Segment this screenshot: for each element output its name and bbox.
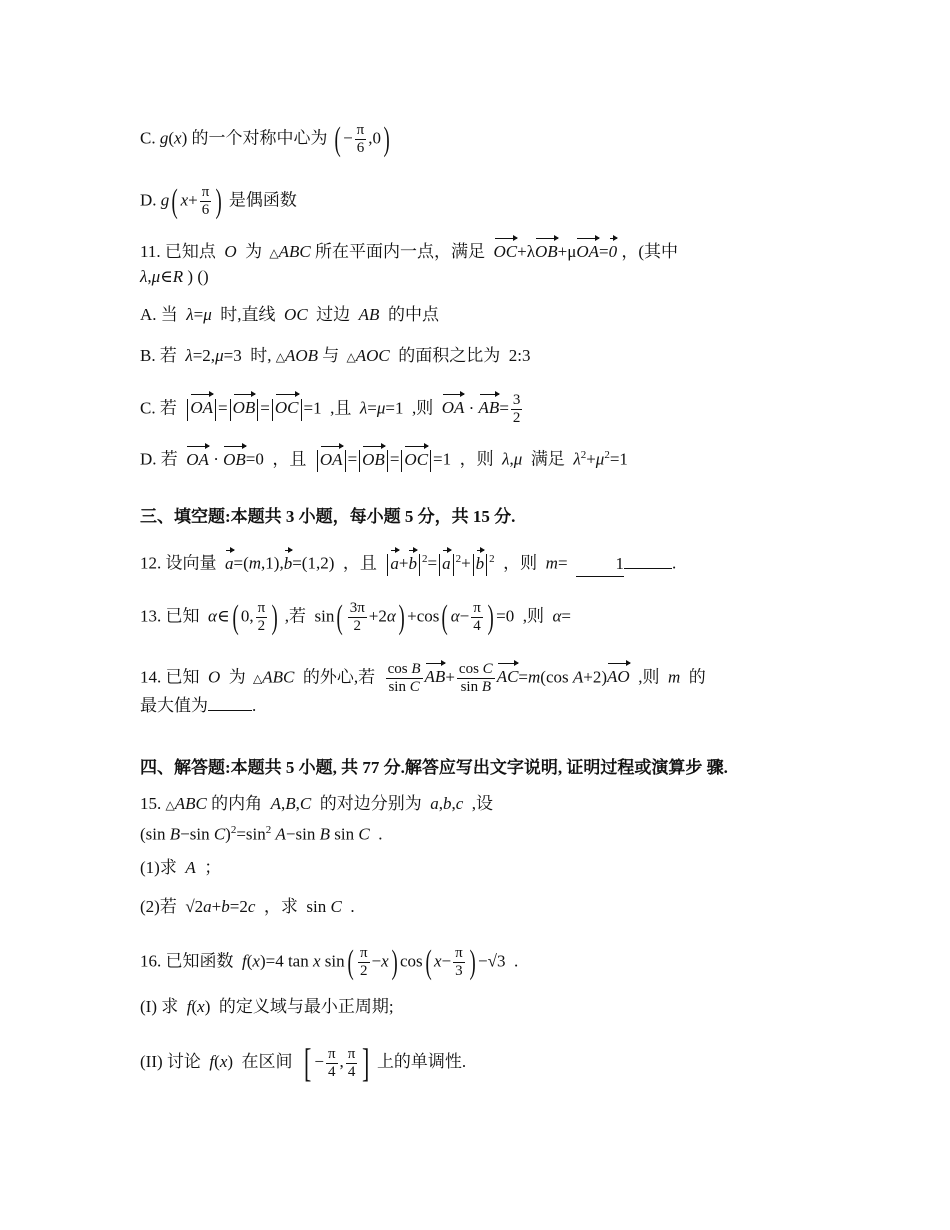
stem-text: 上的单调性. [376,1051,467,1071]
option-text: ,则 [411,398,434,418]
punctuation: . [672,553,677,573]
question-11-stem: 11. 已知点 O 为 △ABC 所在平面内一点，满足 OC+λOB+μOA=0 ，(其中 [140,240,678,265]
stem-text: ，则 [503,553,538,573]
answer-value: 1 [615,553,625,573]
option-text: 过边 [316,305,351,324]
question-12: 12. 设向量 a=(m,1),b=(1,2) ，且 a+b $^2$= a $^2$+ b $^2$ ，则 m= 1 . [140,547,676,577]
option-text: ，且 [272,449,307,469]
stem-text: 的定义域与最小正周期; [218,997,394,1016]
stem-text: 最大值为 [140,696,208,715]
option-label: D. 若 [140,449,178,469]
stem-text: ,则 [522,606,544,626]
stem-text: ,设 [471,794,494,813]
stem-text: ，(其中 [621,242,679,261]
stem-text: 已知函数 [165,951,234,971]
question-15: 15. △ABC 的内角 A,B,C 的对边分别为 a,b,c ,设 [140,794,494,813]
option-label: D. [140,190,157,210]
question-11-option-c: C. 若 OA = OB = OC =1 ,且 λ=μ=1 ,则 OA · AB= $\frac{3}{2}$ [140,392,521,426]
question-16-part-1: (I) 求 f(x) 的定义域与最小正周期; [140,997,394,1016]
question-number: 12. [140,553,162,573]
question-15-part-1: (1)求 A ； [140,858,222,877]
stem-text: ,若 [284,606,307,626]
stem-text: ，求 [263,897,298,916]
question-16: 16. 已知函数 f(x)=4 tan x sin( $\frac{\pi}{2}$ −x) cos( x− $\frac{\pi}{3}$ ) −√3 . [140,943,519,981]
option-text: 是偶函数 [228,190,297,210]
question-number: 14. [140,667,162,687]
option-text: ,且 [330,398,352,418]
question-number: 15. [140,794,162,813]
stem-text: 的 [688,667,706,687]
stem-text: 已知 [165,606,200,626]
section-4-heading: 四、解答题:本题共 5 小题, 共 77 分.解答应写出文字说明, 证明过程或演算步 骤. [140,758,728,777]
question-15-part-2: (2)若 √2a+b=2c ，求 sin C . [140,897,355,916]
stem-text: 为 [228,667,246,687]
option-label: C. [140,128,156,148]
stem-text: 在区间 [241,1051,293,1071]
punctuation: . [378,824,383,844]
part-label: (II) 讨论 [140,1051,201,1071]
option-text: ，则 [459,449,494,469]
section-3-heading: 三、填空题:本题共 3 小题，每小题 5 分，共 15 分. [140,507,516,526]
stem-text: 的外心,若 [302,667,376,687]
punctuation: . [350,897,355,916]
option-d: D. g( x+ $\frac{\pi}{6}$ ) 是偶函数 [140,182,297,220]
question-11-option-d: D. 若 OA · OB=0 ，且 OA = OB = OC =1 ，则 λ,μ 满足 $\lambda^2+\mu^2=1$ [140,443,628,472]
question-number: 16. [140,951,162,971]
punctuation: . [513,951,519,971]
option-text: 时, [250,346,272,365]
answer-blank [576,552,624,577]
option-label: C. 若 [140,398,177,418]
option-text: 的中点 [387,305,439,324]
stem-text: 的对边分别为 [319,794,422,813]
question-11-stem-cont: λ,μ∈R ) () [140,267,209,286]
question-number: 11. [140,242,161,261]
answer-blank [208,710,252,711]
part-label: (1)求 [140,858,177,877]
stem-text: 已知点 [164,242,216,261]
question-number: 13. [140,606,162,626]
punctuation: ； [204,858,222,877]
stem-text: ，且 [342,553,377,573]
question-14-cont [140,694,256,718]
stem-text: ) () [187,267,209,286]
stem-text: 的内角 [211,794,263,813]
option-text: 时,直线 [220,305,276,324]
answer-blank-tail [624,568,672,569]
option-text: 与 [322,346,340,365]
stem-text: 为 [245,242,263,261]
option-text: 的一个对称中心为 [191,128,328,148]
question-14: 14. 已知 O 为 △ABC 的外心,若 $\frac{\text{cos B}}{\text{sin C}}$ AB+ $\frac{\text{cos C}}{\text{sin B}}$ AC=m(cos A+2)AO ,则 m 的 [140,661,706,695]
stem-text: 所在平面内一点，满足 [315,242,485,261]
option-c: C. g(x) 的一个对称中心为 ( − $\frac{\pi}{6}$ ,0) [140,120,390,158]
option-text: 满足 [530,449,565,469]
question-13: 13. 已知 α∈( 0, $\frac{\pi}{2}$ ) ,若 sin( $\frac{3\pi}{2}$ +2α) +cos( α− $\frac{\pi}{4}$ ) =0 ,则 α= [140,598,572,636]
part-label: (I) 求 [140,997,179,1016]
stem-text: ,则 [638,667,660,687]
question-11-option-a: A. 当 λ=μ 时,直线 OC 过边 AB 的中点 [140,305,439,324]
punctuation: . [252,696,257,715]
option-label: B. 若 [140,346,177,365]
question-15-cont: (sin B−sin $C)^2=\sin^2$ A−sin B sin C . [140,824,383,844]
option-text: 的面积之比为 [398,346,501,365]
question-16-part-2: (II) 讨论 f(x) 在区间 [ − $\frac{\pi}{4}$ , $\frac{\pi}{4}$ ] 上的单调性. [140,1040,467,1085]
part-label: (2)若 [140,897,177,916]
stem-text: 设向量 [165,553,217,573]
option-label: A. 当 [140,305,178,324]
ratio-value: 2:3 [508,346,531,365]
question-11-option-b: B. 若 λ=2,μ=3 时, △AOB 与 △AOC 的面积之比为 2:3 [140,346,531,365]
stem-text: 已知 [165,667,200,687]
